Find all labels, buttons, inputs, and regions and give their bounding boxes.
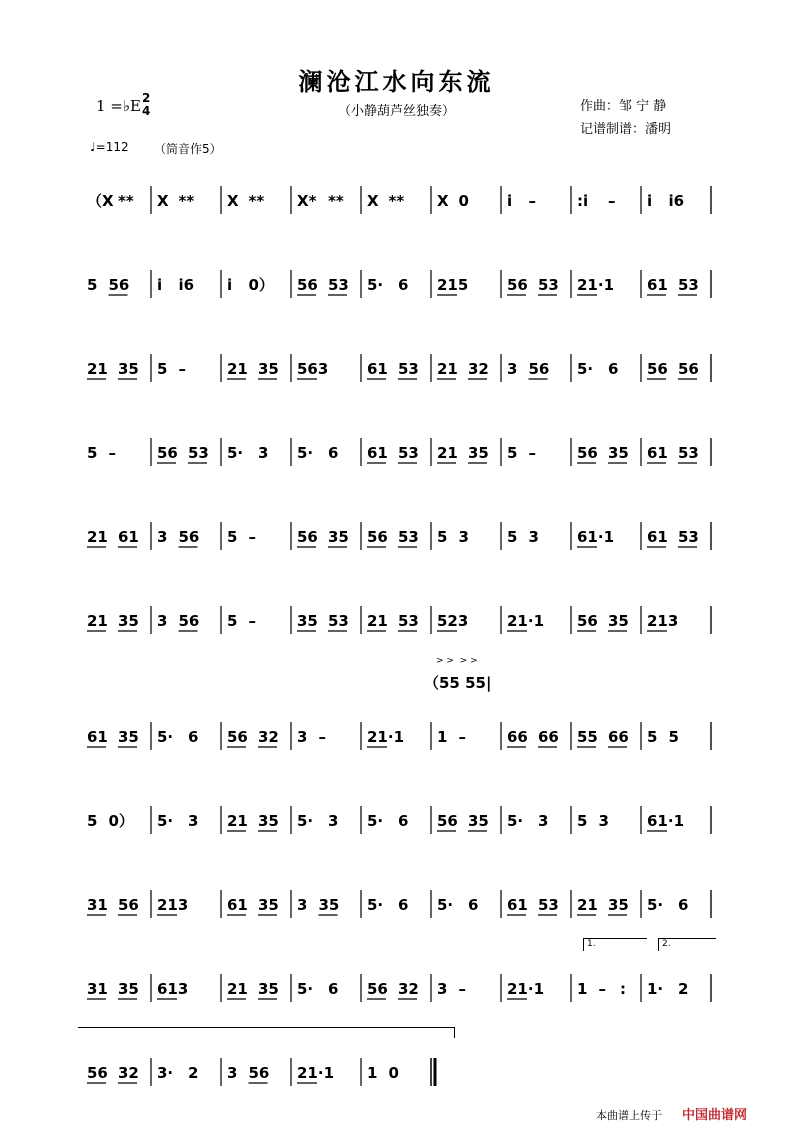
note-group: 35 [258,896,279,914]
time-signature [142,92,150,118]
notation-svg [75,968,715,1008]
note-group: – [528,192,536,210]
note-group: 53 [678,444,699,462]
score-subtitle: （小静葫芦丝独奏） [337,104,455,119]
note-group: 35 [258,360,279,378]
note-group: i [507,192,513,210]
note-group: ** [328,192,344,210]
upload-note: 本曲谱上传于 [596,1109,662,1122]
note-group: ** [118,192,134,210]
note-group: 53 [398,612,419,630]
volta-continuation [78,1027,455,1038]
note-group: 5 [437,528,448,546]
note-group: 5· [227,444,244,462]
music-row-8 [75,800,715,840]
note-group: 3 [157,528,168,546]
note-group: 31 [87,980,108,998]
notation-svg [75,884,715,924]
note-group: 53 [398,360,419,378]
note-group: 21 [87,612,108,630]
note-group: 56 [87,1064,108,1082]
note-group: 35 [258,812,279,830]
note-group: :i [577,192,589,210]
note-group: 6 [398,812,409,830]
note-group: – [458,980,466,998]
note-group: – [608,192,616,210]
note-group: i6 [668,192,685,210]
note-group: 5 [227,528,238,546]
note-group: 3 [528,528,539,546]
note-group: 3 [227,1064,238,1082]
note-group: X* [297,192,317,210]
notation-svg [75,716,715,756]
note-group: 215 [437,276,469,294]
note-group: i6 [178,276,195,294]
note-group: 2 [188,1064,199,1082]
note-group: 21·1 [577,276,615,294]
note-group: 6 [188,728,199,746]
notation-svg [75,516,715,556]
note-group: i [157,276,163,294]
note-group: 56 [528,360,550,378]
note-group: 3· [157,1064,174,1082]
note-group: 21·1 [367,728,405,746]
note-group: 56 [507,276,528,294]
note-group: 0 [458,192,469,210]
note-group: 21·1 [297,1064,335,1082]
note-group: – [318,728,326,746]
note-group: X [367,192,379,210]
note-group: 3 [188,812,199,830]
note-group: 5· [437,896,454,914]
note-group: 6 [328,444,339,462]
note-group: 5 [157,360,168,378]
note-group: : [620,980,626,998]
note-group: 56 [437,812,458,830]
note-group: 32 [258,728,279,746]
note-group: 66 [538,728,559,746]
note-group: 21 [577,896,598,914]
note-group: 56 [577,444,598,462]
music-row-1 [75,180,715,220]
note-group: 5· [297,980,314,998]
note-group: 32 [468,360,489,378]
note-group: 2 [678,980,689,998]
note-group: 3 [328,812,339,830]
note-group: 61 [507,896,528,914]
notation-svg [75,1052,715,1092]
note-group: 56 [118,896,139,914]
note-group: 56 [178,612,200,630]
note-group: 66 [507,728,528,746]
note-group: 35 [468,812,489,830]
notation-svg [75,264,715,304]
note-group: ** [248,192,265,210]
music-row-3 [75,348,715,388]
meter-bottom: 4 [142,104,151,118]
note-group: 21 [367,612,388,630]
note-group: 1 [577,980,588,998]
note-group: 61·1 [647,812,685,830]
note-group: 56 [248,1064,270,1082]
notation-svg [75,180,715,220]
note-group: 61 [647,444,668,462]
note-group: – [248,612,256,630]
note-group: 56 [297,528,318,546]
note-group: 66 [608,728,629,746]
transcriber: 记谱制谱：潘明 [580,122,672,137]
notation-svg [75,600,715,640]
note-group: 35 [297,612,318,630]
note-group: 53 [398,528,419,546]
note-group: 56 [178,528,200,546]
note-group: 3 [538,812,549,830]
note-group: 56 [227,728,248,746]
note-group: i [647,192,653,210]
note-group: 21 [227,812,248,830]
note-group: 5 [668,728,679,746]
ossia-passage: （55 55| [424,674,492,692]
note-group: 3 [297,896,308,914]
music-row-6 [75,600,715,640]
note-group: 56 [647,360,668,378]
note-group: 53 [328,612,349,630]
note-group: 35 [318,896,340,914]
note-group: 21·1 [507,980,545,998]
note-group: 56 [678,360,699,378]
note-group: 21 [87,528,108,546]
score-title: 澜沧江水向东流 [298,67,495,96]
note-group: 613 [157,980,189,998]
note-group: 5 [87,276,98,294]
note-group: 31 [87,896,108,914]
note-group: 5· [367,896,384,914]
note-group: 56 [297,276,318,294]
note-group: 1 [367,1064,378,1082]
note-group: （X [87,192,114,210]
note-group: 56 [577,612,598,630]
note-group: 563 [297,360,329,378]
music-row-4 [75,432,715,472]
note-group: 5· [157,812,174,830]
note-group: – [598,980,606,998]
tuning-note: （筒音作5） [154,142,222,156]
note-group: 5 [577,812,588,830]
note-group: 6 [328,980,339,998]
note-group: 61 [647,276,668,294]
note-group: 3 [507,360,518,378]
note-group: 61 [367,444,388,462]
note-group: 523 [437,612,469,630]
note-group: X [157,192,169,210]
note-group: 5 [507,444,518,462]
note-group: 1 [437,728,448,746]
note-group: 5· [297,812,314,830]
note-group: 56 [108,276,130,294]
note-group: 5· [577,360,594,378]
note-group: 35 [468,444,489,462]
site-logo: 中国曲谱网 [682,1108,748,1123]
note-group: 61 [367,360,388,378]
note-group: 53 [538,896,559,914]
note-group: 53 [188,444,209,462]
note-group: 5· [157,728,174,746]
note-group: 5 [227,612,238,630]
notation-svg [75,800,715,840]
note-group: 35 [258,980,279,998]
note-group: 32 [398,980,419,998]
note-group: 5 [87,812,98,830]
note-group: – [528,444,536,462]
note-group: 0 [388,1064,399,1082]
note-group: – [458,728,466,746]
note-group: – [178,360,186,378]
note-group: 35 [118,980,139,998]
volta-1: 1. [583,938,647,951]
note-group: 3 [297,728,308,746]
note-group: 5· [367,812,384,830]
note-group: 21 [227,980,248,998]
note-group: 61 [227,896,248,914]
note-group: 3 [157,612,168,630]
notation-svg [75,348,715,388]
note-group: 3 [458,528,469,546]
key-signature: 1 =♭E [96,97,141,115]
music-row-10 [75,968,715,1008]
note-group: 21 [227,360,248,378]
note-group: 53 [538,276,559,294]
note-group: ** [178,192,195,210]
note-group: 53 [398,444,419,462]
note-group: 21 [437,360,458,378]
note-group: 61·1 [577,528,615,546]
note-group: 35 [118,612,139,630]
note-group: 5· [647,896,664,914]
note-group: – [248,528,256,546]
note-group: 1· [647,980,664,998]
note-group: 21 [437,444,458,462]
meter-top: 2 [142,91,151,105]
note-group: X [227,192,239,210]
note-group: 35 [608,612,629,630]
music-row-5 [75,516,715,556]
note-group: X [437,192,449,210]
note-group: 56 [367,980,388,998]
music-row-9 [75,884,715,924]
note-group: 35 [608,896,629,914]
note-group: 213 [647,612,679,630]
note-group: 55 [577,728,598,746]
note-group: 53 [678,276,699,294]
note-group: 32 [118,1064,139,1082]
note-group: 21 [87,360,108,378]
note-group: 35 [118,360,139,378]
tempo-marking: ♩=112 [90,140,129,154]
music-row-11 [75,1052,715,1092]
note-group: 6 [398,276,409,294]
notation-svg [75,432,715,472]
note-group: i [227,276,233,294]
note-group: 21·1 [507,612,545,630]
accent-marks: > > > > [436,656,478,666]
note-group: 3 [437,980,448,998]
volta-2: 2. [658,938,716,951]
note-group: 5 [87,444,98,462]
note-group: 5· [297,444,314,462]
note-group: 6 [468,896,479,914]
note-group: 6 [398,896,409,914]
note-group: 56 [157,444,178,462]
note-group: 61 [87,728,108,746]
music-row-7 [75,716,715,756]
note-group: 5 [507,528,518,546]
note-group: 53 [678,528,699,546]
composer: 作曲：邹 宁 静 [580,99,667,114]
note-group: 35 [608,444,629,462]
note-group: 61 [118,528,139,546]
note-group: 6 [608,360,619,378]
note-group: 5· [507,812,524,830]
note-group: 35 [118,728,139,746]
note-group: 0） [248,276,274,294]
note-group: 213 [157,896,189,914]
note-group: – [108,444,116,462]
note-group: 5 [647,728,658,746]
note-group: 56 [367,528,388,546]
music-row-2 [75,264,715,304]
note-group: 61 [647,528,668,546]
note-group: ** [388,192,405,210]
note-group: 6 [678,896,689,914]
note-group: 3 [598,812,609,830]
note-group: 3 [258,444,269,462]
note-group: 0） [108,812,134,830]
note-group: 5· [367,276,384,294]
note-group: 53 [328,276,349,294]
note-group: 35 [328,528,349,546]
